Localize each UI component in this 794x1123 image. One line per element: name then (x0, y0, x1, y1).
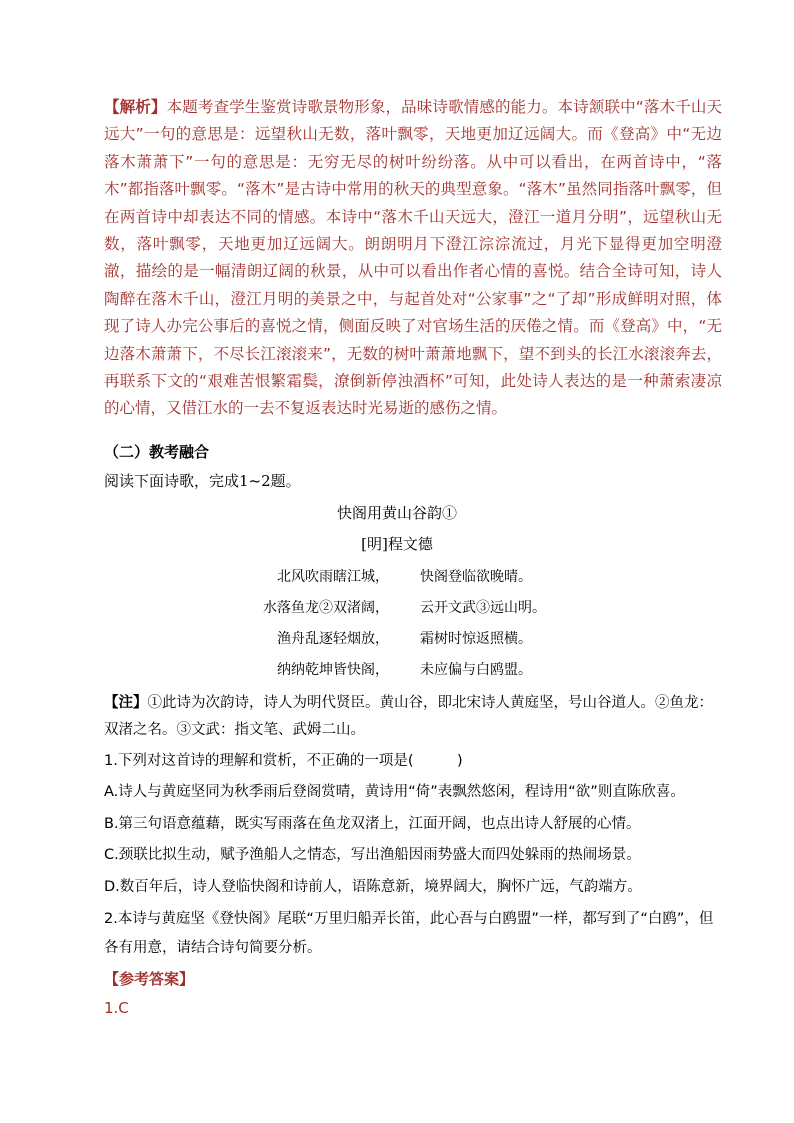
question-2: 2.本诗与黄庭坚《登快阁》尾联“万里归船弄长笛，此心吾与白鸥盟”一样，都写到了“白鸥”，但各有用意，请结合诗句简要分析。 (104, 911, 714, 956)
poem-line-left: 北风吹雨瞎江城， (277, 569, 389, 585)
analysis-tag: 【解析】 (104, 98, 167, 116)
poem-line-left: 纳纳乾坤皆快阁， (277, 662, 389, 678)
analysis-text: 本题考查学生鉴赏诗歌景物形象，品味诗歌情感的能力。本诗颔联中“落木千山天远大”一句的意思是：远望秋山无数，落叶飘零，天地更加辽远阔大。而《登高》中“无边落木萧萧下”一句的意思是：无穷无尽的树叶纷纷落。从中可以看出，在两首诗中，“落木”都指落叶飘零。“落木”是古诗中常用的秋天的典型意象。“落木”虽然同指落叶飘零，但在两首诗中却表达不同的情感。本诗中“落木千山天远大，澄江一道月分明”，远望秋山无数，落叶飘零，天地更加辽远阔大。朗朗明月下澄江淙淙流过，月光下显得更加空明澄澈，描绘的是一幅清朗辽阔的秋景，从中可以看出作者心情的喜悦。结合全诗可知，诗人陶醉在落木千山，澄江月明的美景之中，与起首处对“公家事”之“了却”形成鲜明对照，体现了诗人办完公事后的喜悦之情，侧面反映了对官场生活的厌倦之情。而《登高》中，“无边落木萧萧下，不尽长江滚滚来”，无数的树叶萧萧地飘下，望不到头的长江水滚滚奔去，再联系下文的“艰难苦恨繁霜鬓，潦倒新停浊酒杯”可知，此处诗人表达的是一种萧索凄凉的心情，又借江水的一去不复返表达时光易逝的感伤之情。 (104, 98, 722, 418)
option-c: C.颈联比拟生动，赋予渔船人之情态，写出渔船因雨势盛大而四处躲雨的热闹场景。 (104, 847, 641, 863)
poem-line-right: 霜树时惊返照横。 (420, 631, 532, 647)
note-tag: 【注】 (104, 694, 148, 711)
poem-line-right: 快阁登临欲晚晴。 (420, 569, 532, 585)
option-a: A.诗人与黄庭坚同为秋季雨后登阁赏晴，黄诗用“倚”表飘然悠闲，程诗用“欲”则直陈欣喜。 (104, 784, 685, 800)
analysis-paragraph (104, 94, 722, 423)
poem-line-left: 水落鱼龙②双渚阔， (263, 600, 389, 616)
option-d: D.数百年后，诗人登临快阁和诗前人，语陈意新，境界阔大，胸怀广远，气韵端方。 (104, 879, 642, 895)
note-text: ①此诗为次韵诗，诗人为明代贤臣。黄山谷，即北宋诗人黄庭坚，号山谷道人。②鱼龙：双渚之名。③文武：指文笔、武姆二山。 (104, 695, 713, 738)
poem-title: 快阁用黄山谷韵① (336, 504, 457, 522)
answer-heading: 【参考答案】 (104, 970, 195, 988)
answer-1: 1.C (104, 999, 129, 1017)
section-title: （二）教考融合 (104, 443, 210, 461)
poem-line-right: 云开文武③远山明。 (420, 600, 546, 616)
reading-instruction: 阅读下面诗歌，完成1~2题。 (104, 472, 301, 490)
poem-line-left: 渔舟乱逐轻烟放， (277, 631, 389, 647)
poem-author: [明]程文德 (361, 535, 433, 553)
poem-note (104, 689, 724, 744)
poem-line-right: 未应偏与白鸥盟。 (420, 662, 532, 678)
option-b: B.第三句语意蕴藉，既实写雨落在鱼龙双渚上，江面开阔，也点出诗人舒展的心情。 (104, 816, 641, 832)
question-1: 1.下列对这首诗的理解和赏析，不正确的一项是( ) (104, 753, 463, 769)
